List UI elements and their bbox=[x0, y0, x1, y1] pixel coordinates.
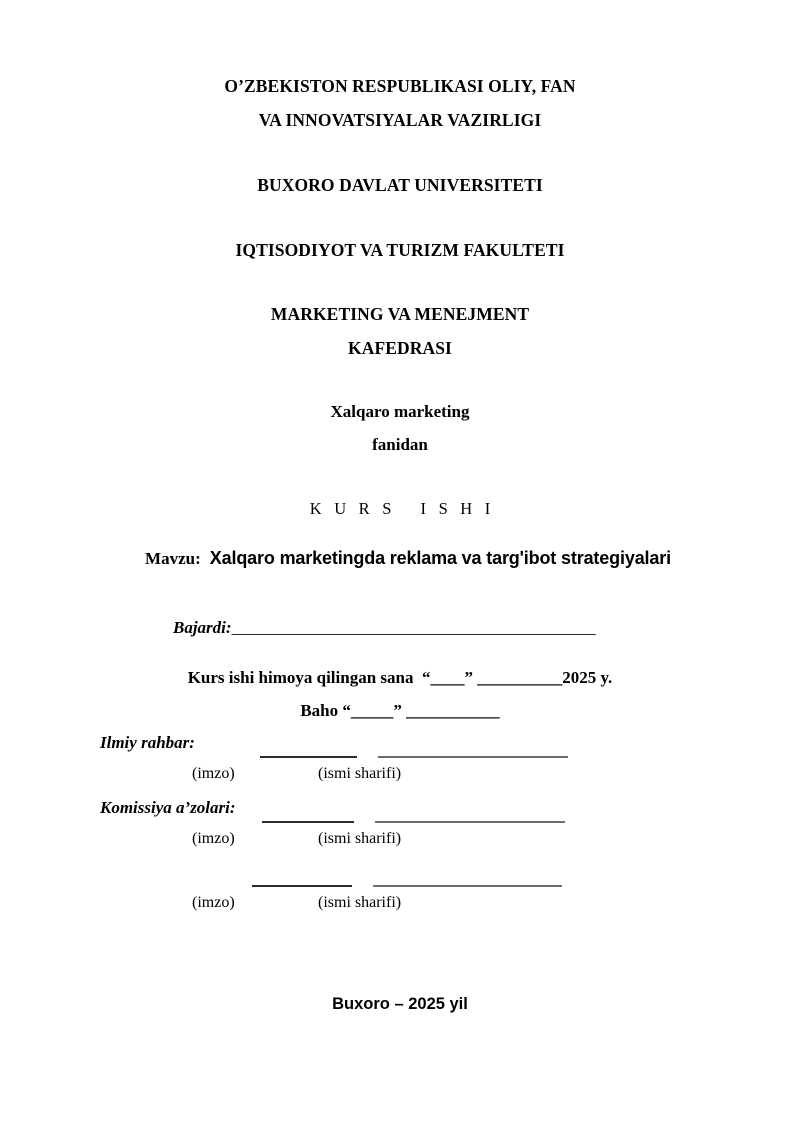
subject-name: Xalqaro marketing bbox=[330, 402, 470, 421]
department-line-1: MARKETING VA MENEJMENT bbox=[270, 304, 530, 324]
author-label: Bajardi: bbox=[173, 618, 232, 637]
topic-label: Mavzu: bbox=[145, 549, 201, 568]
ministry-line-2: VA INNOVATSIYALAR VAZIRLIGI bbox=[258, 110, 542, 130]
topic-row bbox=[0, 533, 800, 584]
supervisor-signature-caption: (imzo) bbox=[192, 765, 235, 782]
supervisor-signature-rule[interactable] bbox=[260, 756, 357, 758]
author-fill-line[interactable]: ______________________________________________ bbox=[231, 618, 595, 637]
commission-2-name-rule[interactable] bbox=[373, 885, 562, 887]
supervisor-name-caption: (ismi sharifi) bbox=[318, 765, 402, 782]
grade-line[interactable]: Baho “_____” ___________ bbox=[300, 701, 500, 720]
footer-place-year: Buxoro – 2025 yil bbox=[332, 995, 468, 1013]
work-type-label: K U R S I S H I bbox=[309, 499, 495, 518]
author-row bbox=[157, 603, 595, 653]
commission-1-name-rule[interactable] bbox=[375, 821, 565, 823]
commission-2-signature-caption: (imzo) bbox=[192, 894, 235, 911]
ministry-line-1: O’ZBEKISTON RESPUBLIKASI OLIY, FAN bbox=[224, 76, 576, 96]
commission-1-signature-caption: (imzo) bbox=[192, 830, 235, 847]
faculty-name: IQTISODIYOT VA TURIZM FAKULTETI bbox=[235, 240, 565, 260]
commission-1-signature-rule[interactable] bbox=[262, 821, 354, 823]
supervisor-name-rule[interactable] bbox=[378, 756, 568, 758]
topic-text: Xalqaro marketingda reklama va targ'ibot strategiyalari bbox=[209, 548, 671, 568]
supervisor-label: Ilmiy rahbar: bbox=[100, 733, 195, 752]
commission-1-name-caption: (ismi sharifi) bbox=[318, 830, 402, 847]
commission-2-signature-rule[interactable] bbox=[252, 885, 352, 887]
subject-suffix: fanidan bbox=[372, 435, 428, 454]
defense-date-line[interactable]: Kurs ishi himoya qilingan sana “____” __________2025 y. bbox=[187, 668, 613, 687]
department-line-2: KAFEDRASI bbox=[348, 338, 452, 358]
university-name: BUXORO DAVLAT UNIVERSITETI bbox=[257, 175, 543, 195]
commission-label: Komissiya a’zolari: bbox=[100, 798, 236, 817]
commission-2-name-caption: (ismi sharifi) bbox=[318, 894, 402, 911]
